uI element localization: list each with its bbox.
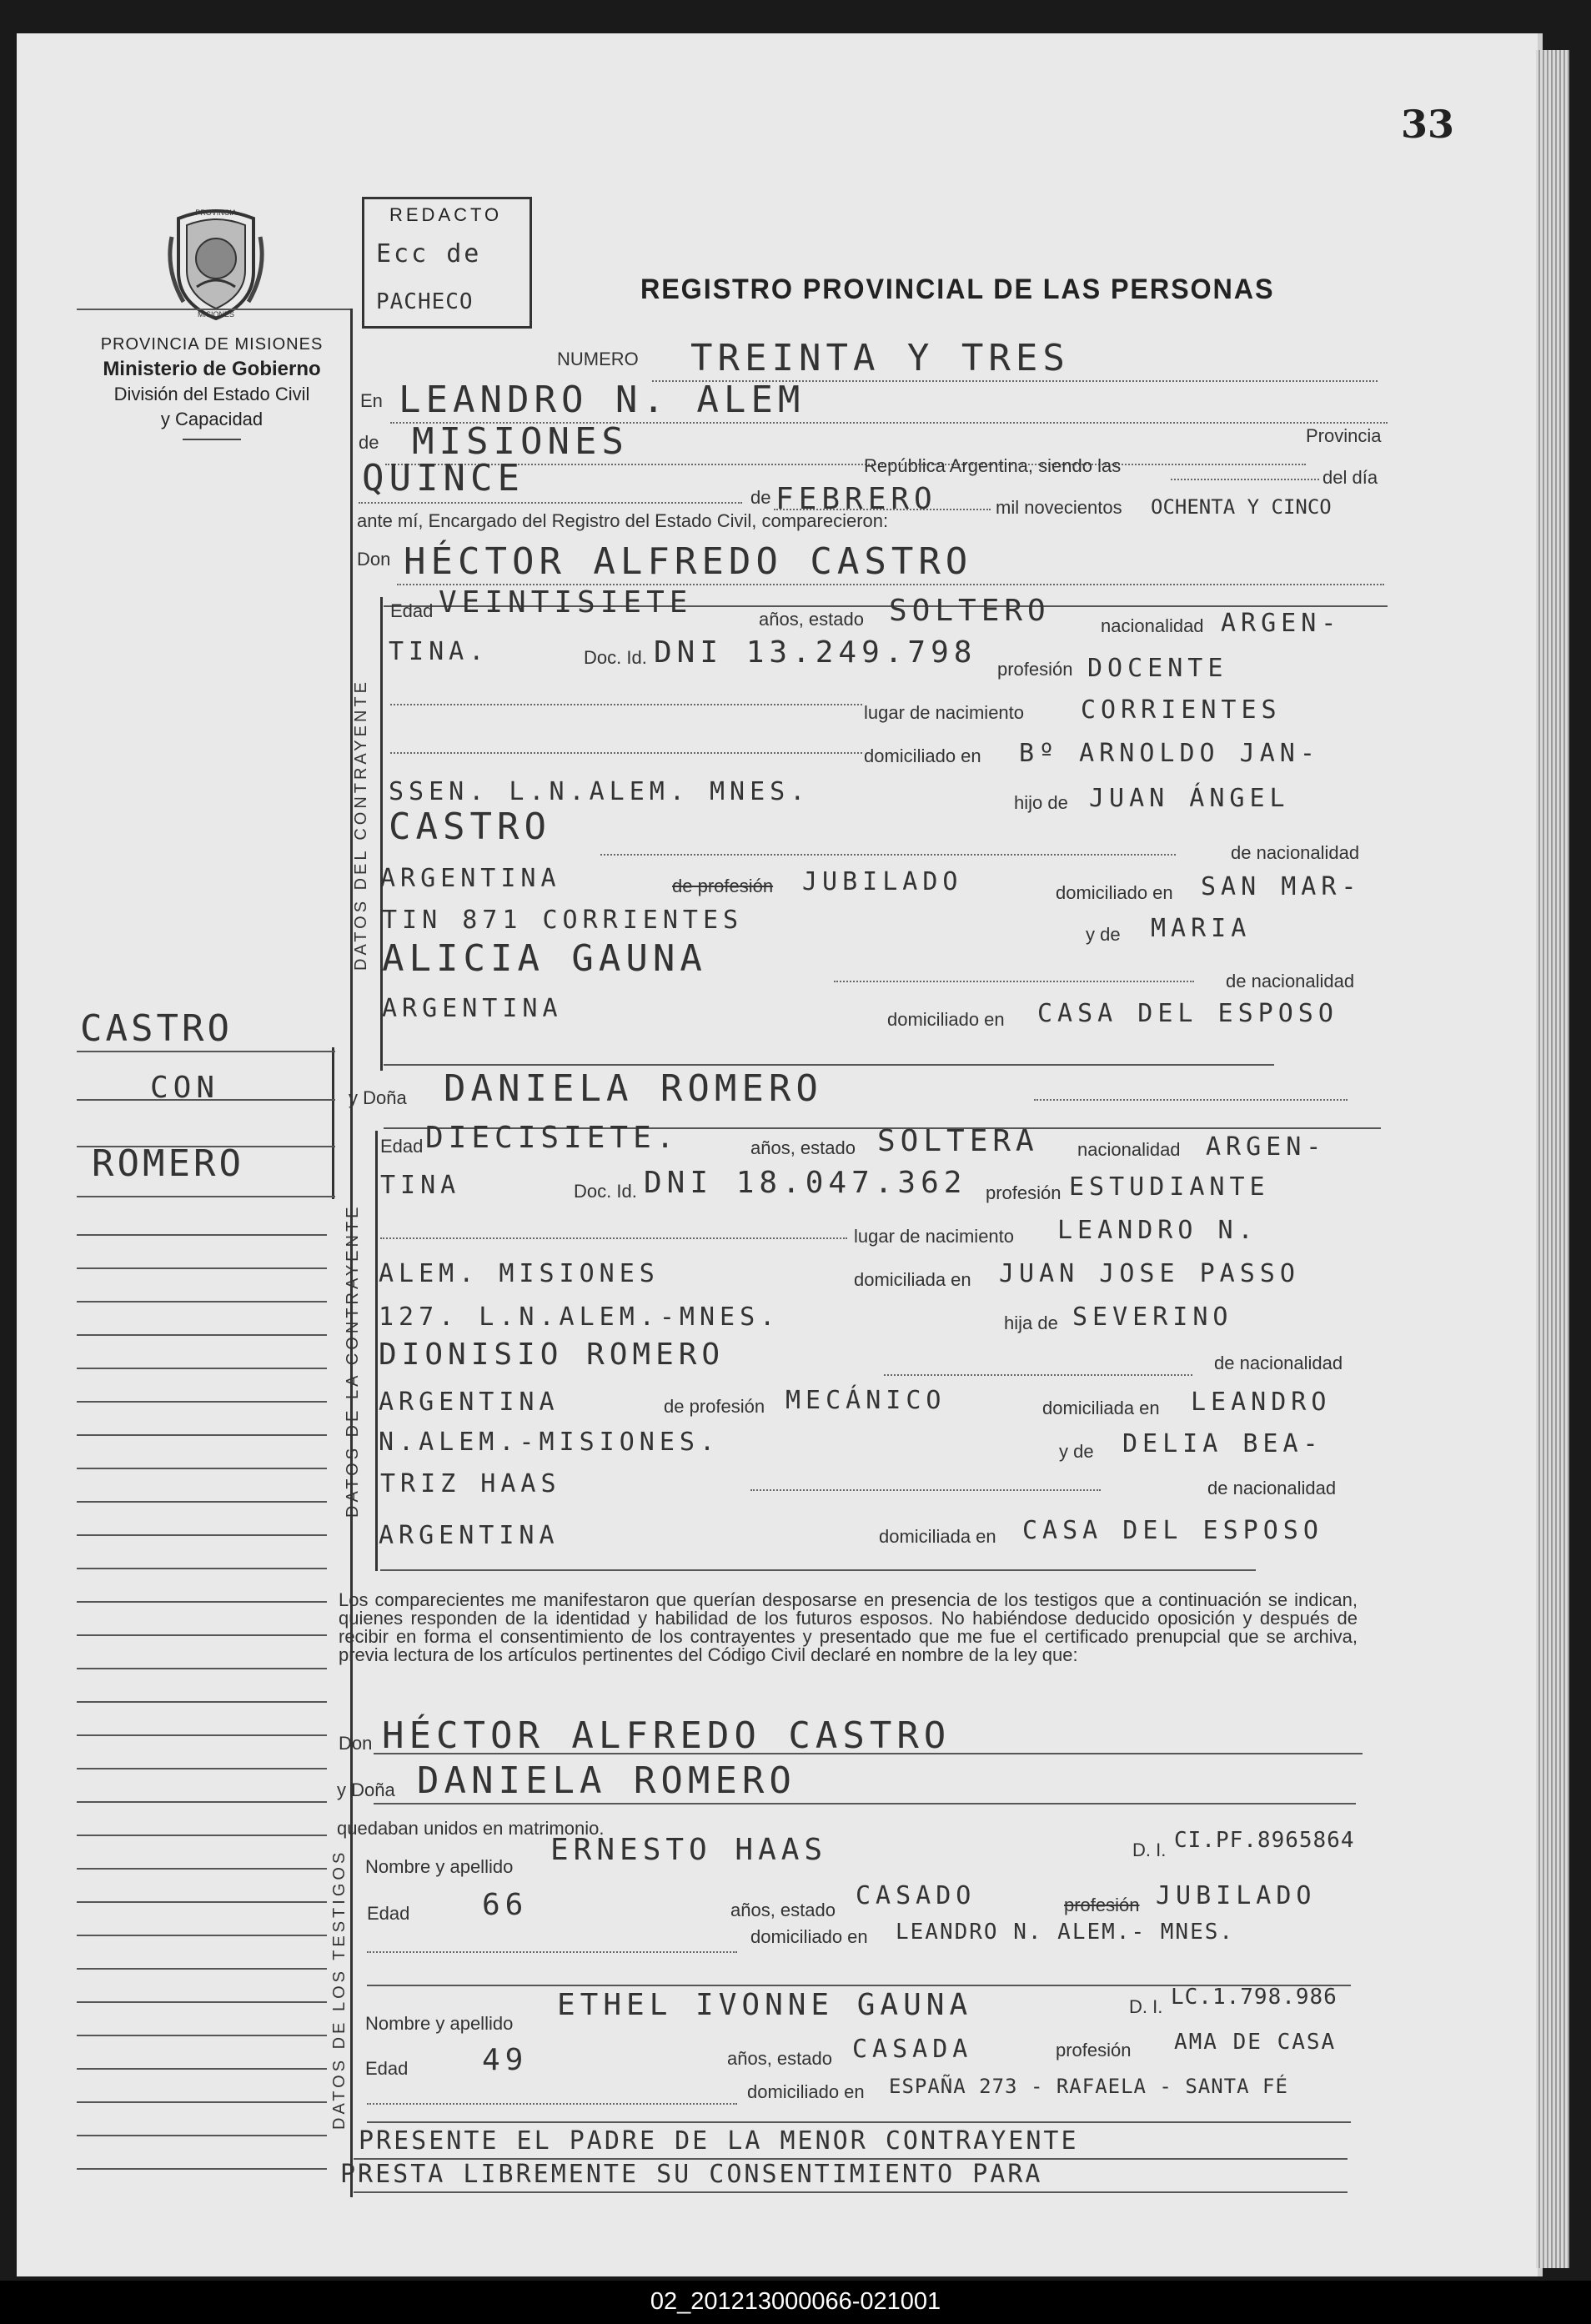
margin-line [77,1601,327,1603]
acta-numero: TREINTA Y TRES [690,337,1070,379]
t2-anos-label: años, estado [727,2048,832,2069]
ante-mi-label: ante mí, Encargado del Registro del Estado Civil, comparecieron: [357,510,889,531]
contrayente-f-madre-nac: ARGENTINA [379,1521,560,1550]
acta-provincia: MISIONES [412,420,629,463]
testigo-1-nombre: ERNESTO HAAS [550,1833,828,1867]
footer-code: 02_201213000066-021001 [650,2288,941,2315]
margin-line [77,2068,327,2070]
stamp-line-1: Ecc de [376,239,482,269]
contrayente-m-padre-prof: JUBILADO [802,867,963,896]
contrayente-m-nac-2: TINA. [389,637,489,666]
contrayente-f-lugar-2: ALEM. MISIONES [379,1259,660,1288]
testigo-1-di: CI.PF.8965864 [1174,1828,1355,1853]
redacto-stamp [362,197,532,329]
contrayente-m-edad: VEINTISIETE [439,585,693,620]
contrayente-m-doc: DNI 13.249.798 [654,635,977,670]
margin-line [77,2101,327,2103]
contrayente-f-domicilio: JUAN JOSE PASSO [999,1259,1300,1288]
margin-line [77,1634,327,1636]
margin-line [77,1534,327,1536]
de-nacionalidad-label-3: de nacionalidad [1214,1353,1343,1373]
doc-label: Doc. Id. [584,647,647,668]
contrayente-m-profesion: DOCENTE [1087,654,1228,683]
margin-line [77,1935,327,1936]
margen-linea-3: ROMERO [92,1142,244,1185]
padre-line [600,854,1176,856]
contrayente-f-madre-1: DELIA BEA- [1122,1429,1323,1458]
t2-nombre-label: Nombre y apellido [365,2013,514,2034]
divider [183,439,241,440]
margin-line [77,1434,327,1436]
mes-label: de [750,487,771,508]
division-name: División del Estado Civil [113,384,310,404]
t1-di-label: D. I. [1132,1840,1167,1860]
margin-line [77,1968,327,1970]
capacity-name: y Capacidad [160,409,263,429]
blank-line-3 [380,1237,847,1239]
provincial-seal-icon [163,203,269,322]
contrayente-m-estado: SOLTERO [889,594,1051,628]
edad-label-f: Edad [380,1136,424,1157]
contrayente-f-lugar-1: LEANDRO N. [1057,1216,1258,1245]
dona-line [1034,1099,1348,1101]
declaration-paragraph: Los comparecientes me manifestaron que querían desposarse en presencia de los testigos que a continuación se indican, quienes responden de la identidad y habilidad de los futuros esposos. No habiéndose deducido oposición y después de recibir en forma el consentimiento de los contrayentes y presentado que me fue el certificado prenupcial que se archiva, previa lectura de los artículos pertinentes del Código Civil declaré en nombre de la ley que: [339,1589,1358,1665]
contrayente-f-domicilio-2: 127. L.N.ALEM.-MNES. [379,1303,780,1332]
page-number: 33 [1401,102,1455,147]
datos-contrayente-f-label: DATOS DE LA CONTRAYENTE [344,1203,362,1518]
contrayente-m-padre-dom-1: SAN MAR- [1201,872,1362,901]
t1-nombre-label: Nombre y apellido [365,1856,514,1877]
contrayente-f-doc: DNI 18.047.362 [644,1166,967,1200]
domiciliado-label: domiciliado en [864,745,981,766]
t2-edad-label: Edad [365,2058,409,2079]
margin-line [77,1234,327,1236]
margin-line [77,1568,327,1569]
contrayente-f-estado: SOLTERA [877,1124,1039,1158]
margin-line [77,1768,327,1769]
contrayente-m-madre-nac: ARGENTINA [382,994,563,1023]
t2-profesion-label: profesión [1056,2040,1132,2060]
ministry-name: Ministerio de Gobierno [103,358,321,380]
padre-f-line [884,1374,1192,1376]
margin-line [77,1368,327,1369]
contrayente-m-nac-1: ARGEN- [1221,609,1342,638]
de-nacionalidad-label-4: de nacionalidad [1207,1478,1337,1498]
margin-line [77,2135,327,2136]
testigo-1-edad: 66 [482,1888,529,1922]
edad-label: Edad [390,600,434,621]
numero-label: NUMERO [557,349,639,369]
margen-linea-2: CON [150,1071,220,1105]
profesion-label-f: profesión [986,1182,1062,1203]
anos-estado-label: años, estado [759,609,864,630]
domiciliado-label-2: domiciliado en [1056,882,1173,903]
t1-profesion-label: profesión [1064,1895,1140,1915]
acta-mes: FEBRERO [775,482,937,516]
madre-line [834,981,1194,982]
t1-anos-label: años, estado [730,1900,836,1920]
mil-novecientos-label: mil novecientos [996,497,1122,518]
province-header [80,332,344,440]
quedaban-label: quedaban unidos en matrimonio. [337,1818,605,1839]
margin-line [77,2001,327,2003]
testigo-2-nombre: ETHEL IVONNE GAUNA [557,1988,973,2022]
contrayente-m-bottom-rule [384,1064,1274,1066]
contrayente-f-nac-2: TINA [380,1171,461,1200]
nota-linea-1: PRESENTE EL PADRE DE LA MENOR CONTRAYENTE [359,2126,1079,2156]
y-de-label-1: y de [1086,924,1121,945]
contrayente-f-padre-1: SEVERINO [1072,1303,1233,1332]
testigo-2-profesion: AMA DE CASA [1174,2030,1337,2055]
testigo-1-estado: CASADO [856,1881,976,1910]
contrayente-m-domicilio-2: SSEN. L.N.ALEM. MNES. [389,777,811,806]
hora-line [359,502,742,504]
testigo-2-di: LC.1.798.986 [1171,1985,1338,2010]
contrayente-f-nac-1: ARGEN- [1206,1132,1327,1162]
contrayente-m-madre-2: ALICIA GAUNA [382,937,707,980]
t1-edad-label: Edad [367,1903,410,1924]
nacionalidad-label: nacionalidad [1101,615,1204,636]
profesion-label: profesión [997,659,1073,680]
contrayente-f-padre-dom-1: LEANDRO [1191,1388,1332,1417]
contrayente-m-domicilio-1: Bº ARNOLDO JAN- [1019,739,1320,768]
margin-line [77,1196,335,1197]
blank-line-1 [390,704,862,705]
domiciliado-label-3: domiciliado en [887,1009,1005,1030]
de-nacionalidad-label-1: de nacionalidad [1231,842,1360,863]
blank-line-2 [390,752,862,754]
contrayente-m-padre-nac: ARGENTINA [380,864,561,893]
header-rule [77,309,352,310]
republica-label: República Argentina, siendo las [864,455,1122,476]
acta-anio: OCHENTA Y CINCO [1151,495,1332,519]
contrayente-m-nombre: HÉCTOR ALFREDO CASTRO [404,540,973,583]
seal-text-bottom: MISIONES [197,310,235,319]
madre-f-line [750,1489,1101,1491]
contrayente-f-madre-dom: CASA DEL ESPOSO [1022,1516,1323,1545]
margin-line [77,1734,327,1736]
nacionalidad-label-f: nacionalidad [1077,1139,1181,1160]
margin-line [77,1868,327,1870]
margen-linea-1: CASTRO [80,1007,233,1050]
doc-label-f: Doc. Id. [574,1181,637,1202]
contrayente-f-bracket [375,1131,378,1571]
testigos-bracket [350,1838,353,2146]
t2-di-label: D. I. [1129,1996,1163,2017]
testigo-2-estado: CASADA [852,2035,973,2064]
seal-text-top: PROVINCIA [195,208,237,217]
testigo-1-domicilio: LEANDRO N. ALEM.- MNES. [896,1920,1235,1945]
anos-estado-label-f: años, estado [750,1137,856,1158]
page-edges [1536,50,1569,2268]
de-profesion-label-2: de profesión [664,1396,765,1417]
margin-line [77,1801,327,1803]
t2-blank-line [367,2103,737,2105]
decl-dona-label: y Doña [337,1779,395,1800]
datos-testigos-label: DATOS DE LOS TESTIGOS [330,1849,349,2130]
margin-line [77,1051,335,1052]
margin-line [77,2168,327,2170]
decl-don-rule [374,1753,1363,1754]
testigo-2-domicilio: ESPAÑA 273 - RAFAELA - SANTA FÉ [889,2075,1288,2098]
de-label: de [359,432,379,453]
margin-line [77,1668,327,1669]
margin-line [77,1146,335,1147]
contrayente-m-padre-2: CASTRO [389,806,551,848]
acta-lugar: LEANDRO N. ALEM [399,379,806,421]
contrayente-f-padre-nac: ARGENTINA [379,1388,560,1417]
nota-rule-2 [354,2191,1348,2193]
nota-linea-2: PRESTA LIBREMENTE SU CONSENTIMIENTO PARA [340,2160,1043,2189]
margin-line [77,1835,327,1836]
testigo-2-edad: 49 [482,2043,529,2077]
contrayente-f-bottom-rule [380,1569,1256,1571]
contrayente-f-edad: DIECISIETE. [425,1121,680,1155]
margin-line [77,1468,327,1469]
de-nacionalidad-label-2: de nacionalidad [1226,971,1355,991]
domiciliada-label-f: domiciliada en [854,1269,971,1290]
contrayente-f-padre-prof: MECÁNICO [785,1386,946,1415]
contrayente-m-padre-1: JUAN ÁNGEL [1089,784,1290,813]
contrayente-f-nombre: DANIELA ROMERO [444,1067,823,1110]
contrayente-m-madre-1: MARIA [1151,914,1252,943]
en-label: En [360,390,383,411]
contrayente-f-padre-2: DIONISIO ROMERO [379,1338,725,1372]
hija-de-label: hija de [1004,1313,1058,1333]
margin-line [77,2035,327,2036]
lugar-nacimiento-label-f: lugar de nacimiento [854,1226,1015,1247]
margin-line [77,1301,327,1303]
decl-dona-rule [374,1803,1356,1804]
dona-label: y Doña [349,1087,407,1108]
acta-hora: QUINCE [362,457,524,499]
margin-line [77,1401,327,1403]
contrayente-f-padre-dom-2: N.ALEM.-MISIONES. [379,1428,720,1457]
contrayente-f-madre-2: TRIZ HAAS [380,1469,561,1498]
t1-domicilio-label: domiciliado en [750,1926,868,1947]
domiciliada-label-3: domiciliada en [879,1526,996,1547]
y-de-label-2: y de [1059,1441,1094,1462]
hora-line-right [1171,479,1319,480]
contrayente-m-lugar: CORRIENTES [1081,695,1282,725]
margin-line [77,1267,327,1269]
stamp-line-2: PACHECO [376,289,474,314]
t1-blank-line [367,1951,737,1953]
decl-don: HÉCTOR ALFREDO CASTRO [382,1714,951,1757]
contrayente-m-madre-dom: CASA DEL ESPOSO [1037,999,1338,1028]
province-name: PROVINCIA DE MISIONES [100,335,324,354]
provincia-label: Provincia [1306,425,1382,446]
lugar-nacimiento-label: lugar de nacimiento [864,702,1025,723]
t2-bottom-rule [367,2121,1351,2123]
datos-contrayente-m-label: DATOS DEL CONTRAYENTE [352,679,370,971]
page-title: REGISTRO PROVINCIAL DE LAS PERSONAS [640,274,1275,305]
margin-line [77,1501,327,1503]
de-profesion-label-1: de profesión [672,876,774,896]
contrayente-f-profesion: ESTUDIANTE [1069,1172,1270,1202]
margin-line [77,1099,335,1101]
margin-box-right [332,1047,334,1199]
del-dia-label: del día [1322,467,1378,488]
don-label: Don [357,549,391,570]
stamp-title: REDACTO [389,204,503,225]
margin-line [77,1901,327,1903]
contrayente-m-padre-dom-2: TIN 871 CORRIENTES [382,906,744,935]
margin-line [77,1701,327,1703]
decl-don-label: Don [339,1733,373,1754]
decl-dona: DANIELA ROMERO [417,1759,796,1802]
domiciliada-label-2: domiciliada en [1042,1398,1160,1418]
hijo-de-label: hijo de [1014,792,1068,813]
margin-line [77,1334,327,1336]
t2-domicilio-label: domiciliado en [747,2081,865,2102]
testigo-1-profesion: JUBILADO [1156,1881,1317,1910]
